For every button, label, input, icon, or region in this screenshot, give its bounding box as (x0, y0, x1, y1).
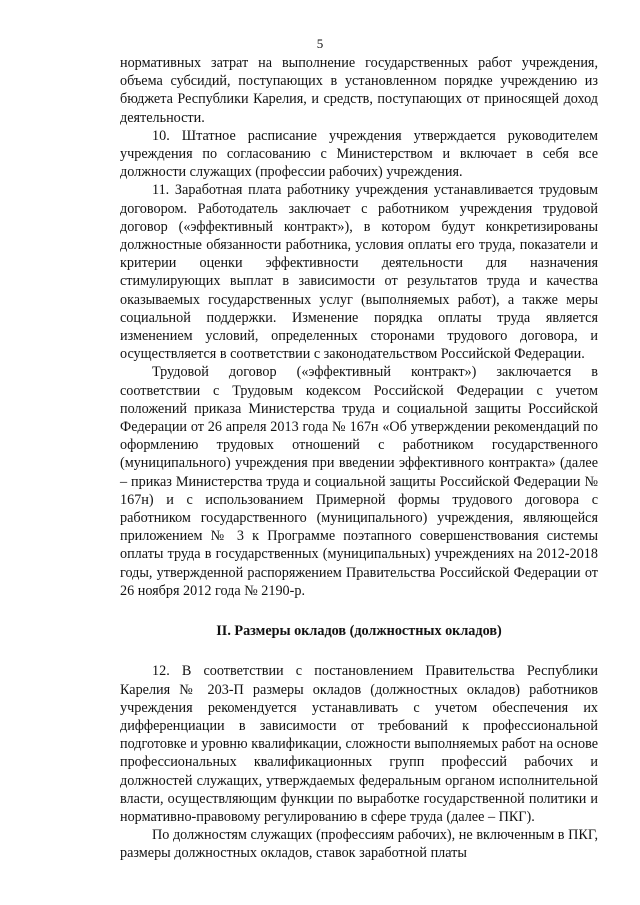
paragraph-12: 12. В соответствии с постановлением Правительства Республики Карелия № 203-П размеры окладов (должностных окладов) работников учреждения рекомендуется устанавливать с учетом обеспечения их дифференциации в зависимости от требований к профессиональной подготовке и уровню квалификации, сложности выполняемых работ на основе профессиональных квалификационных групп профессий рабочих и должностей служащих, утверждаемых федеральным органом исполнительной власти, осуществляющим функции по выработке государственной политики и нормативно-правовому регулированию в сфере труда (далее – ПКГ). (120, 663, 598, 825)
paragraph-11: 11. Заработная плата работнику учреждения устанавливается трудовым договором. Работодатель заключает с работником учреждения трудовой договор («эффективный контракт»), в котором будут конкретизированы должностные обязанности работника, условия оплаты его труда, показатели и критерии оценки эффективности деятельности для назначения стимулирующих выплат в зависимости от результатов труда и качества оказываемых государственных услуг (выполняемых работ), а также меры социальной поддержки. Изменение порядка оплаты труда является изменением условий, определенных сторонами трудового договора, и осуществляется в соответствии с законодательством Российской Федерации. (120, 182, 598, 363)
paragraph-continuation: нормативных затрат на выполнение государственных работ учреждения, объема субсидий, поступающих в установленном порядке учреждению из бюджета Республики Карелия, и средств, поступающих от приносящей доход деятельности. (120, 55, 598, 126)
document-body (120, 54, 598, 863)
section-heading: II. Размеры окладов (должностных окладов) (216, 623, 502, 640)
paragraph-10: 10. Штатное расписание учреждения утверждается руководителем учреждения по согласованию с Министерством и включает в себя все должности служащих (профессии рабочих) учреждения. (120, 127, 598, 181)
paragraph-pkg: По должностям служащих (профессиям рабочих), не включенным в ПКГ, размеры должностных окладов, ставок заработной платы (120, 827, 598, 862)
paragraph-contract: Трудовой договор («эффективный контракт») заключается в соответствии с Трудовым кодексом Российской Федерации с учетом положений приказа Министерства труда и социальной защиты Российской Федерации от 26 апреля 2013 года № 167н «Об утверждении рекомендаций по оформлению трудовых отношений с работником государственного (муниципального) учреждения при введении эффективного контракта» (далее – приказ Министерства труда и социальной защиты Российской Федерации № 167н) и с использованием Примерной формы трудового договора с работником государственного (муниципального) учреждения, являющейся приложением № 3 к Программе поэтапного совершенствования системы оплаты труда в государственных (муниципальных) учреждениях на 2012-2018 годы, утвержденной распоряжением Правительства Российской Федерации от 26 ноября 2012 года № 2190-р. (120, 364, 598, 599)
page-number: 5 (316, 36, 324, 51)
